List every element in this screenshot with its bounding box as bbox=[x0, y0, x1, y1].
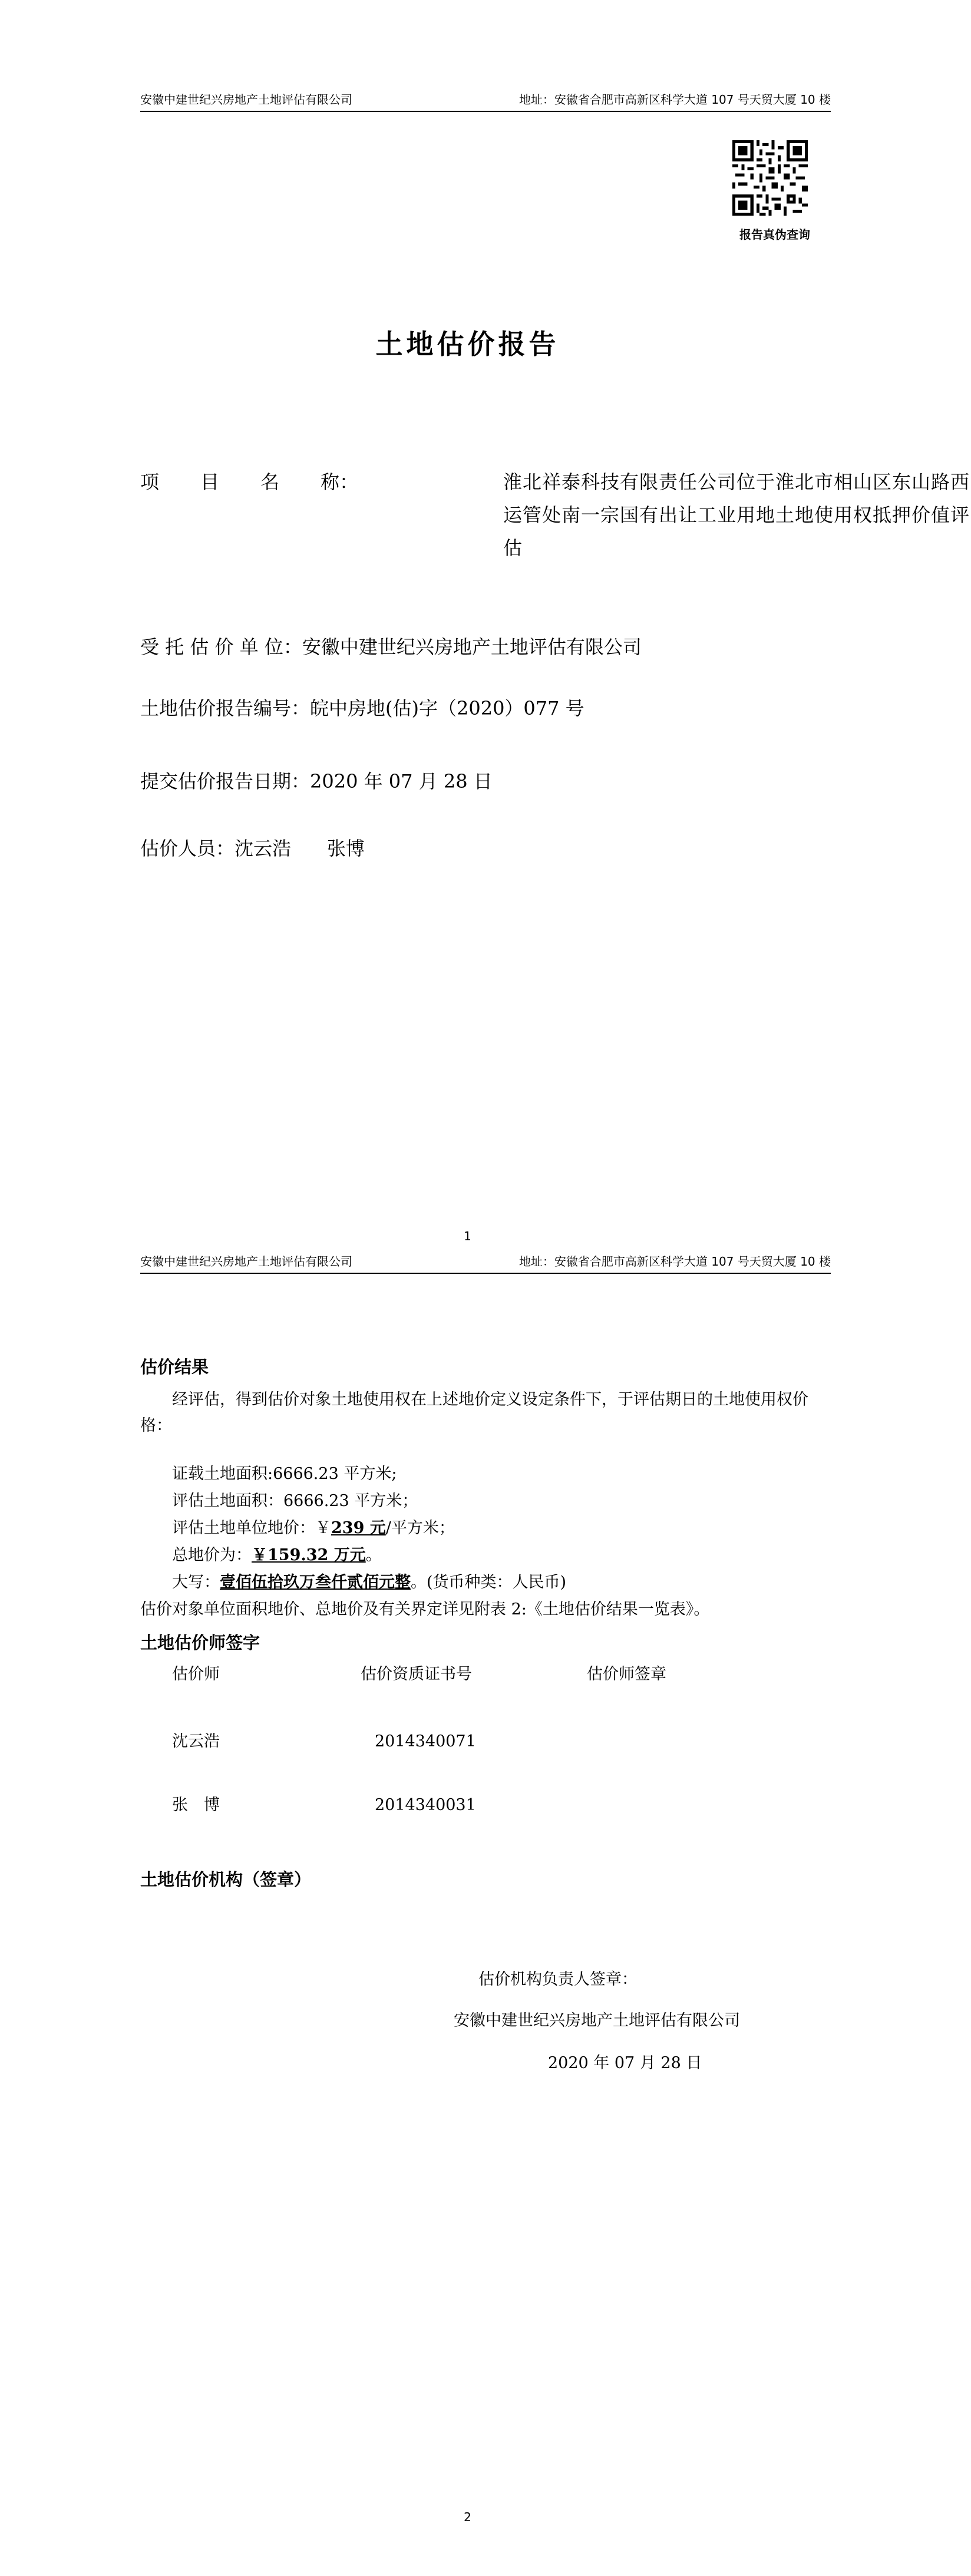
project-label-char: 称 bbox=[321, 471, 340, 493]
project-label-char: 名 bbox=[260, 471, 280, 493]
client-value: 安徽中建世纪兴房地产土地评估有限公司 bbox=[302, 636, 642, 658]
project-name-field bbox=[140, 465, 970, 566]
total-price-suffix: 。 bbox=[365, 1546, 382, 1564]
appraiser-cert-number: 2014340071 bbox=[375, 1732, 476, 1751]
header-address: 地址：安徽省合肥市高新区科学大道 107 号天贸大厦 10 楼 bbox=[518, 93, 831, 107]
client-field bbox=[140, 630, 642, 663]
submit-date-value: 2020 年 07 月 28 日 bbox=[310, 770, 493, 792]
header-company: 安徽中建世纪兴房地产土地评估有限公司 bbox=[140, 1254, 352, 1269]
project-label-char: 项 bbox=[140, 471, 160, 493]
total-price-value: ￥159.32 万元 bbox=[252, 1546, 366, 1564]
appraisers-value: 沈云浩 张博 bbox=[235, 837, 365, 860]
header-company: 安徽中建世纪兴房地产土地评估有限公司 bbox=[140, 93, 352, 107]
unit-price-line bbox=[172, 1515, 455, 1541]
capitals-suffix: 。(货币种类：人民币) bbox=[411, 1573, 567, 1591]
capitals-value: 壹佰伍拾玖万叁仟贰佰元整 bbox=[220, 1573, 411, 1591]
org-name: 安徽中建世纪兴房地产土地评估有限公司 bbox=[454, 2012, 740, 2030]
table-header-certificate: 估价资质证书号 bbox=[361, 1665, 472, 1683]
total-price-capitals-line bbox=[172, 1570, 566, 1596]
page-number: 1 bbox=[464, 1229, 471, 1243]
appraisers-field bbox=[140, 832, 365, 865]
appraiser-signature-heading: 土地估价师签字 bbox=[140, 1633, 260, 1653]
submit-date-field bbox=[140, 765, 493, 798]
page-header bbox=[140, 88, 831, 112]
certified-area: 证载土地面积:6666.23 平方米; bbox=[172, 1465, 397, 1483]
report-number-field bbox=[140, 692, 584, 725]
org-signature-label: 估价机构负责人签章： bbox=[478, 1970, 638, 1989]
report-number-label: 土地估价报告编号： bbox=[140, 697, 311, 719]
page-number: 2 bbox=[464, 2510, 471, 2524]
capitals-label: 大写： bbox=[172, 1573, 220, 1591]
project-label-char: 目 bbox=[200, 471, 220, 493]
unit-price-unit: /平方米； bbox=[385, 1519, 455, 1537]
appraisal-org-heading: 土地估价机构（签章） bbox=[140, 1870, 312, 1890]
result-paragraph: 经评估，得到估价对象土地使用权在上述地价定义设定条件下，于评估期日的土地使用权价格： bbox=[140, 1391, 808, 1435]
client-label: 受 托 估 价 单 位： bbox=[140, 636, 302, 658]
appraiser-name: 张 博 bbox=[172, 1796, 220, 1814]
total-price-line bbox=[172, 1543, 382, 1568]
unit-price-label: 评估土地单位地价：￥ bbox=[172, 1519, 331, 1537]
project-name-value: 淮北祥泰科技有限责任公司位于淮北市相山区东山路西运管处南一宗国有出让工业用地土地使用权抵押价值评估 bbox=[503, 471, 970, 559]
appraiser-name: 沈云浩 bbox=[172, 1732, 220, 1751]
page-1 bbox=[0, 0, 970, 1288]
qr-caption: 报告真伪查询 bbox=[739, 227, 810, 242]
appraisers-label: 估价人员： bbox=[140, 837, 235, 860]
report-title: 土地估价报告 bbox=[375, 328, 560, 360]
valuation-result-heading: 估价结果 bbox=[140, 1357, 209, 1377]
project-name-label bbox=[140, 465, 363, 498]
org-date: 2020 年 07 月 28 日 bbox=[548, 2054, 702, 2072]
result-note: 估价对象单位面积地价、总地价及有关界定详见附表 2:《土地估价结果一览表》。 bbox=[140, 1600, 710, 1619]
page-2 bbox=[0, 1254, 935, 2576]
project-label-colon: ： bbox=[339, 471, 359, 493]
appraiser-cert-number: 2014340031 bbox=[375, 1796, 476, 1814]
table-header-seal: 估价师签章 bbox=[587, 1665, 666, 1683]
header-address: 地址：安徽省合肥市高新区科学大道 107 号天贸大厦 10 楼 bbox=[518, 1254, 831, 1269]
unit-price-value: 239 元 bbox=[331, 1519, 386, 1537]
total-price-label: 总地价为： bbox=[172, 1546, 252, 1564]
qr-code-icon bbox=[732, 140, 808, 216]
evaluated-area: 评估土地面积：6666.23 平方米； bbox=[172, 1492, 418, 1510]
page-header bbox=[140, 1250, 831, 1274]
submit-date-label: 提交估价报告日期： bbox=[140, 770, 311, 792]
table-header-appraiser: 估价师 bbox=[172, 1665, 220, 1683]
report-number-value: 皖中房地(估)字（2020）077 号 bbox=[310, 697, 584, 719]
